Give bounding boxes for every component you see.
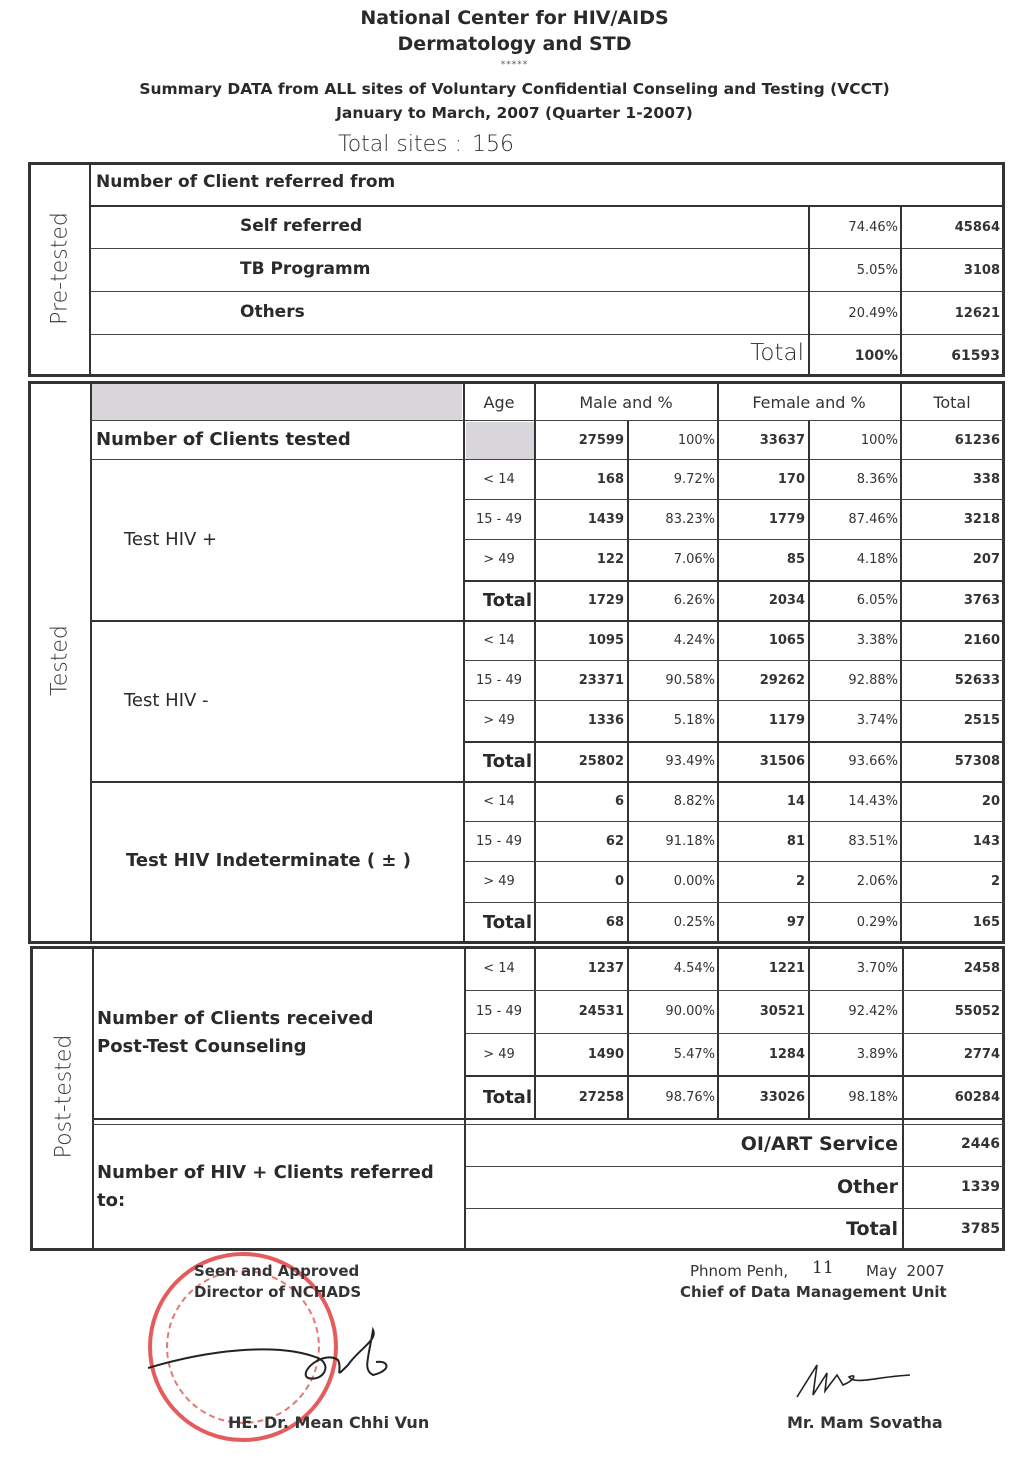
clients-tested-total: 61236	[954, 433, 1000, 448]
age-cell: 15 - 49	[475, 673, 523, 688]
male-pct-cell: 83.23%	[665, 512, 715, 527]
female-cell: 1179	[768, 713, 805, 728]
referral-destination-value: 1339	[961, 1179, 1000, 1195]
total-cell: 3763	[963, 593, 1000, 608]
female-pct-cell: 98.18%	[848, 1090, 898, 1105]
referral-label: TB Programm	[240, 259, 371, 279]
referred-to-label-line2: to:	[97, 1190, 126, 1211]
total-cell: 2160	[963, 633, 1000, 648]
male-pct-cell: 91.18%	[665, 834, 715, 849]
female-cell: 14	[786, 794, 805, 809]
approved-label: Seen and Approved	[194, 1262, 360, 1280]
clients-tested-female: 33637	[759, 433, 805, 448]
referral-pct: 5.05%	[856, 263, 898, 278]
referral-value: 45864	[954, 220, 1000, 235]
referral-pct: 74.46%	[848, 220, 898, 235]
total-cell: 165	[972, 915, 1000, 930]
female-pct-cell: 92.88%	[848, 673, 898, 688]
female-cell: 31506	[759, 754, 805, 769]
total-cell: 55052	[954, 1004, 1000, 1019]
clients-tested-female-pct: 100%	[860, 433, 898, 448]
total-sites-value: 156	[471, 132, 514, 157]
referral-label: Self referred	[240, 216, 363, 236]
referral-total-pct: 100%	[854, 348, 898, 364]
total-label: Total	[482, 1087, 532, 1108]
male-pct-cell: 98.76%	[665, 1090, 715, 1105]
clients-tested-male-pct: 100%	[677, 433, 715, 448]
total-cell: 57308	[954, 754, 1000, 769]
male-cell: 24531	[578, 1004, 624, 1019]
place-label: Phnom Penh,	[690, 1262, 789, 1280]
age-cell: > 49	[483, 552, 515, 567]
column-header-age: Age	[483, 393, 515, 412]
total-label: Total	[482, 751, 532, 772]
referral-label: Others	[240, 302, 305, 322]
male-cell: 23371	[578, 673, 624, 688]
male-pct-cell: 5.47%	[673, 1047, 715, 1062]
male-cell: 1237	[587, 961, 624, 976]
male-cell: 62	[605, 834, 624, 849]
org-subtitle: Dermatology and STD	[397, 33, 632, 55]
female-cell: 2034	[768, 593, 805, 608]
referral-value: 3108	[963, 263, 1000, 278]
female-cell: 1284	[768, 1047, 805, 1062]
female-pct-cell: 83.51%	[848, 834, 898, 849]
signature-director	[148, 1320, 398, 1400]
male-cell: 25802	[578, 754, 624, 769]
male-pct-cell: 4.24%	[673, 633, 715, 648]
female-pct-cell: 2.06%	[856, 874, 898, 889]
female-pct-cell: 4.18%	[856, 552, 898, 567]
referral-destination: Other	[836, 1176, 898, 1198]
male-cell: 0	[614, 874, 624, 889]
female-pct-cell: 3.70%	[856, 961, 898, 976]
age-cell: 15 - 49	[475, 512, 523, 527]
total-label: Total	[482, 590, 532, 611]
director-title: Director of NCHADS	[194, 1283, 362, 1301]
total-sites	[328, 132, 514, 157]
male-pct-cell: 9.72%	[673, 472, 715, 487]
signed-month-year: May 2007	[866, 1262, 945, 1280]
male-cell: 68	[605, 915, 624, 930]
report-period: January to March, 2007 (Quarter 1-2007)	[336, 104, 693, 122]
female-cell: 29262	[759, 673, 805, 688]
age-cell: < 14	[483, 794, 515, 809]
male-pct-cell: 90.58%	[665, 673, 715, 688]
separator-stars: *****	[500, 60, 529, 70]
referred-from-title: Number of Client referred from	[96, 172, 396, 192]
male-cell: 122	[596, 552, 624, 567]
male-pct-cell: 7.06%	[673, 552, 715, 567]
referral-destination-value: 2446	[961, 1136, 1000, 1152]
female-pct-cell: 3.38%	[856, 633, 898, 648]
total-cell: 143	[972, 834, 1000, 849]
referral-total-label: Total	[750, 340, 804, 366]
male-pct-cell: 6.26%	[673, 593, 715, 608]
female-pct-cell: 6.05%	[856, 593, 898, 608]
referral-total-value: 61593	[951, 348, 1000, 364]
male-pct-cell: 90.00%	[665, 1004, 715, 1019]
female-cell: 2	[795, 874, 805, 889]
female-pct-cell: 8.36%	[856, 472, 898, 487]
age-cell: < 14	[483, 633, 515, 648]
age-cell: > 49	[483, 713, 515, 728]
director-name: HE. Dr. Mean Chhi Vun	[228, 1413, 430, 1432]
signed-day: 11	[812, 1258, 834, 1278]
male-pct-cell: 8.82%	[673, 794, 715, 809]
referred-to-label-line1: Number of HIV + Clients referred	[97, 1162, 434, 1183]
male-pct-cell: 93.49%	[665, 754, 715, 769]
total-cell: 2515	[963, 713, 1000, 728]
female-cell: 81	[786, 834, 805, 849]
chief-name: Mr. Mam Sovatha	[787, 1413, 943, 1432]
total-cell: 60284	[954, 1090, 1000, 1105]
referral-destination-total-value: 3785	[961, 1221, 1000, 1237]
tested-label: Tested	[47, 625, 73, 696]
female-cell: 97	[786, 915, 805, 930]
female-cell: 30521	[759, 1004, 805, 1019]
age-cell: > 49	[483, 1047, 515, 1062]
referral-value: 12621	[954, 306, 1000, 321]
total-cell: 207	[972, 552, 1000, 567]
female-pct-cell: 0.29%	[856, 915, 898, 930]
age-cell: < 14	[483, 961, 515, 976]
group-label-hiv-negative: Test HIV -	[124, 690, 209, 711]
total-cell: 2	[990, 874, 1000, 889]
column-header-male: Male and %	[579, 393, 673, 412]
male-cell: 1095	[587, 633, 624, 648]
report-title: Summary DATA from ALL sites of Voluntary Confidential Conseling and Testing (VCCT)	[139, 80, 890, 98]
total-cell: 52633	[954, 673, 1000, 688]
total-cell: 2774	[963, 1047, 1000, 1062]
age-cell: 15 - 49	[475, 834, 523, 849]
counseling-label-line1: Number of Clients received	[97, 1008, 374, 1029]
clients-tested-male: 27599	[578, 433, 624, 448]
female-cell: 33026	[759, 1090, 805, 1105]
redacted-area	[466, 422, 534, 459]
column-header-total: Total	[933, 393, 971, 412]
male-cell: 6	[614, 794, 624, 809]
group-label-hiv-indeterminate: Test HIV Indeterminate ( ± )	[126, 850, 411, 871]
male-cell: 1729	[587, 593, 624, 608]
male-pct-cell: 4.54%	[673, 961, 715, 976]
female-pct-cell: 3.89%	[856, 1047, 898, 1062]
org-title: National Center for HIV/AIDS	[360, 7, 669, 29]
referral-destination: OI/ART Service	[740, 1133, 898, 1155]
female-pct-cell: 93.66%	[848, 754, 898, 769]
male-pct-cell: 5.18%	[673, 713, 715, 728]
male-cell: 27258	[578, 1090, 624, 1105]
total-cell: 3218	[963, 512, 1000, 527]
male-cell: 1336	[587, 713, 624, 728]
total-cell: 2458	[963, 961, 1000, 976]
total-cell: 20	[981, 794, 1000, 809]
female-pct-cell: 3.74%	[856, 713, 898, 728]
female-pct-cell: 87.46%	[848, 512, 898, 527]
referral-pct: 20.49%	[848, 306, 898, 321]
female-cell: 1221	[768, 961, 805, 976]
column-header-female: Female and %	[752, 393, 866, 412]
signature-chief	[795, 1355, 925, 1405]
total-cell: 338	[972, 472, 1000, 487]
counseling-label-line2: Post-Test Counseling	[97, 1036, 307, 1057]
age-cell: 15 - 49	[475, 1004, 523, 1019]
male-pct-cell: 0.25%	[673, 915, 715, 930]
female-cell: 170	[777, 472, 805, 487]
redacted-area	[92, 384, 462, 420]
male-cell: 1490	[587, 1047, 624, 1062]
female-cell: 85	[786, 552, 805, 567]
male-cell: 1439	[587, 512, 624, 527]
chief-title: Chief of Data Management Unit	[680, 1283, 947, 1301]
total-sites-label: Total sites :	[338, 132, 462, 157]
female-cell: 1065	[768, 633, 805, 648]
pre-tested-label: Pre-tested	[47, 212, 73, 325]
female-pct-cell: 14.43%	[848, 794, 898, 809]
clients-tested-label: Number of Clients tested	[96, 429, 351, 450]
male-pct-cell: 0.00%	[673, 874, 715, 889]
female-cell: 1779	[768, 512, 805, 527]
referral-destination-total: Total	[846, 1218, 898, 1240]
age-cell: > 49	[483, 874, 515, 889]
total-label: Total	[482, 912, 532, 933]
female-pct-cell: 92.42%	[848, 1004, 898, 1019]
group-label-hiv-positive: Test HIV +	[124, 529, 218, 550]
post-tested-label: Post-tested	[51, 1034, 77, 1159]
age-cell: < 14	[483, 472, 515, 487]
male-cell: 168	[596, 472, 624, 487]
